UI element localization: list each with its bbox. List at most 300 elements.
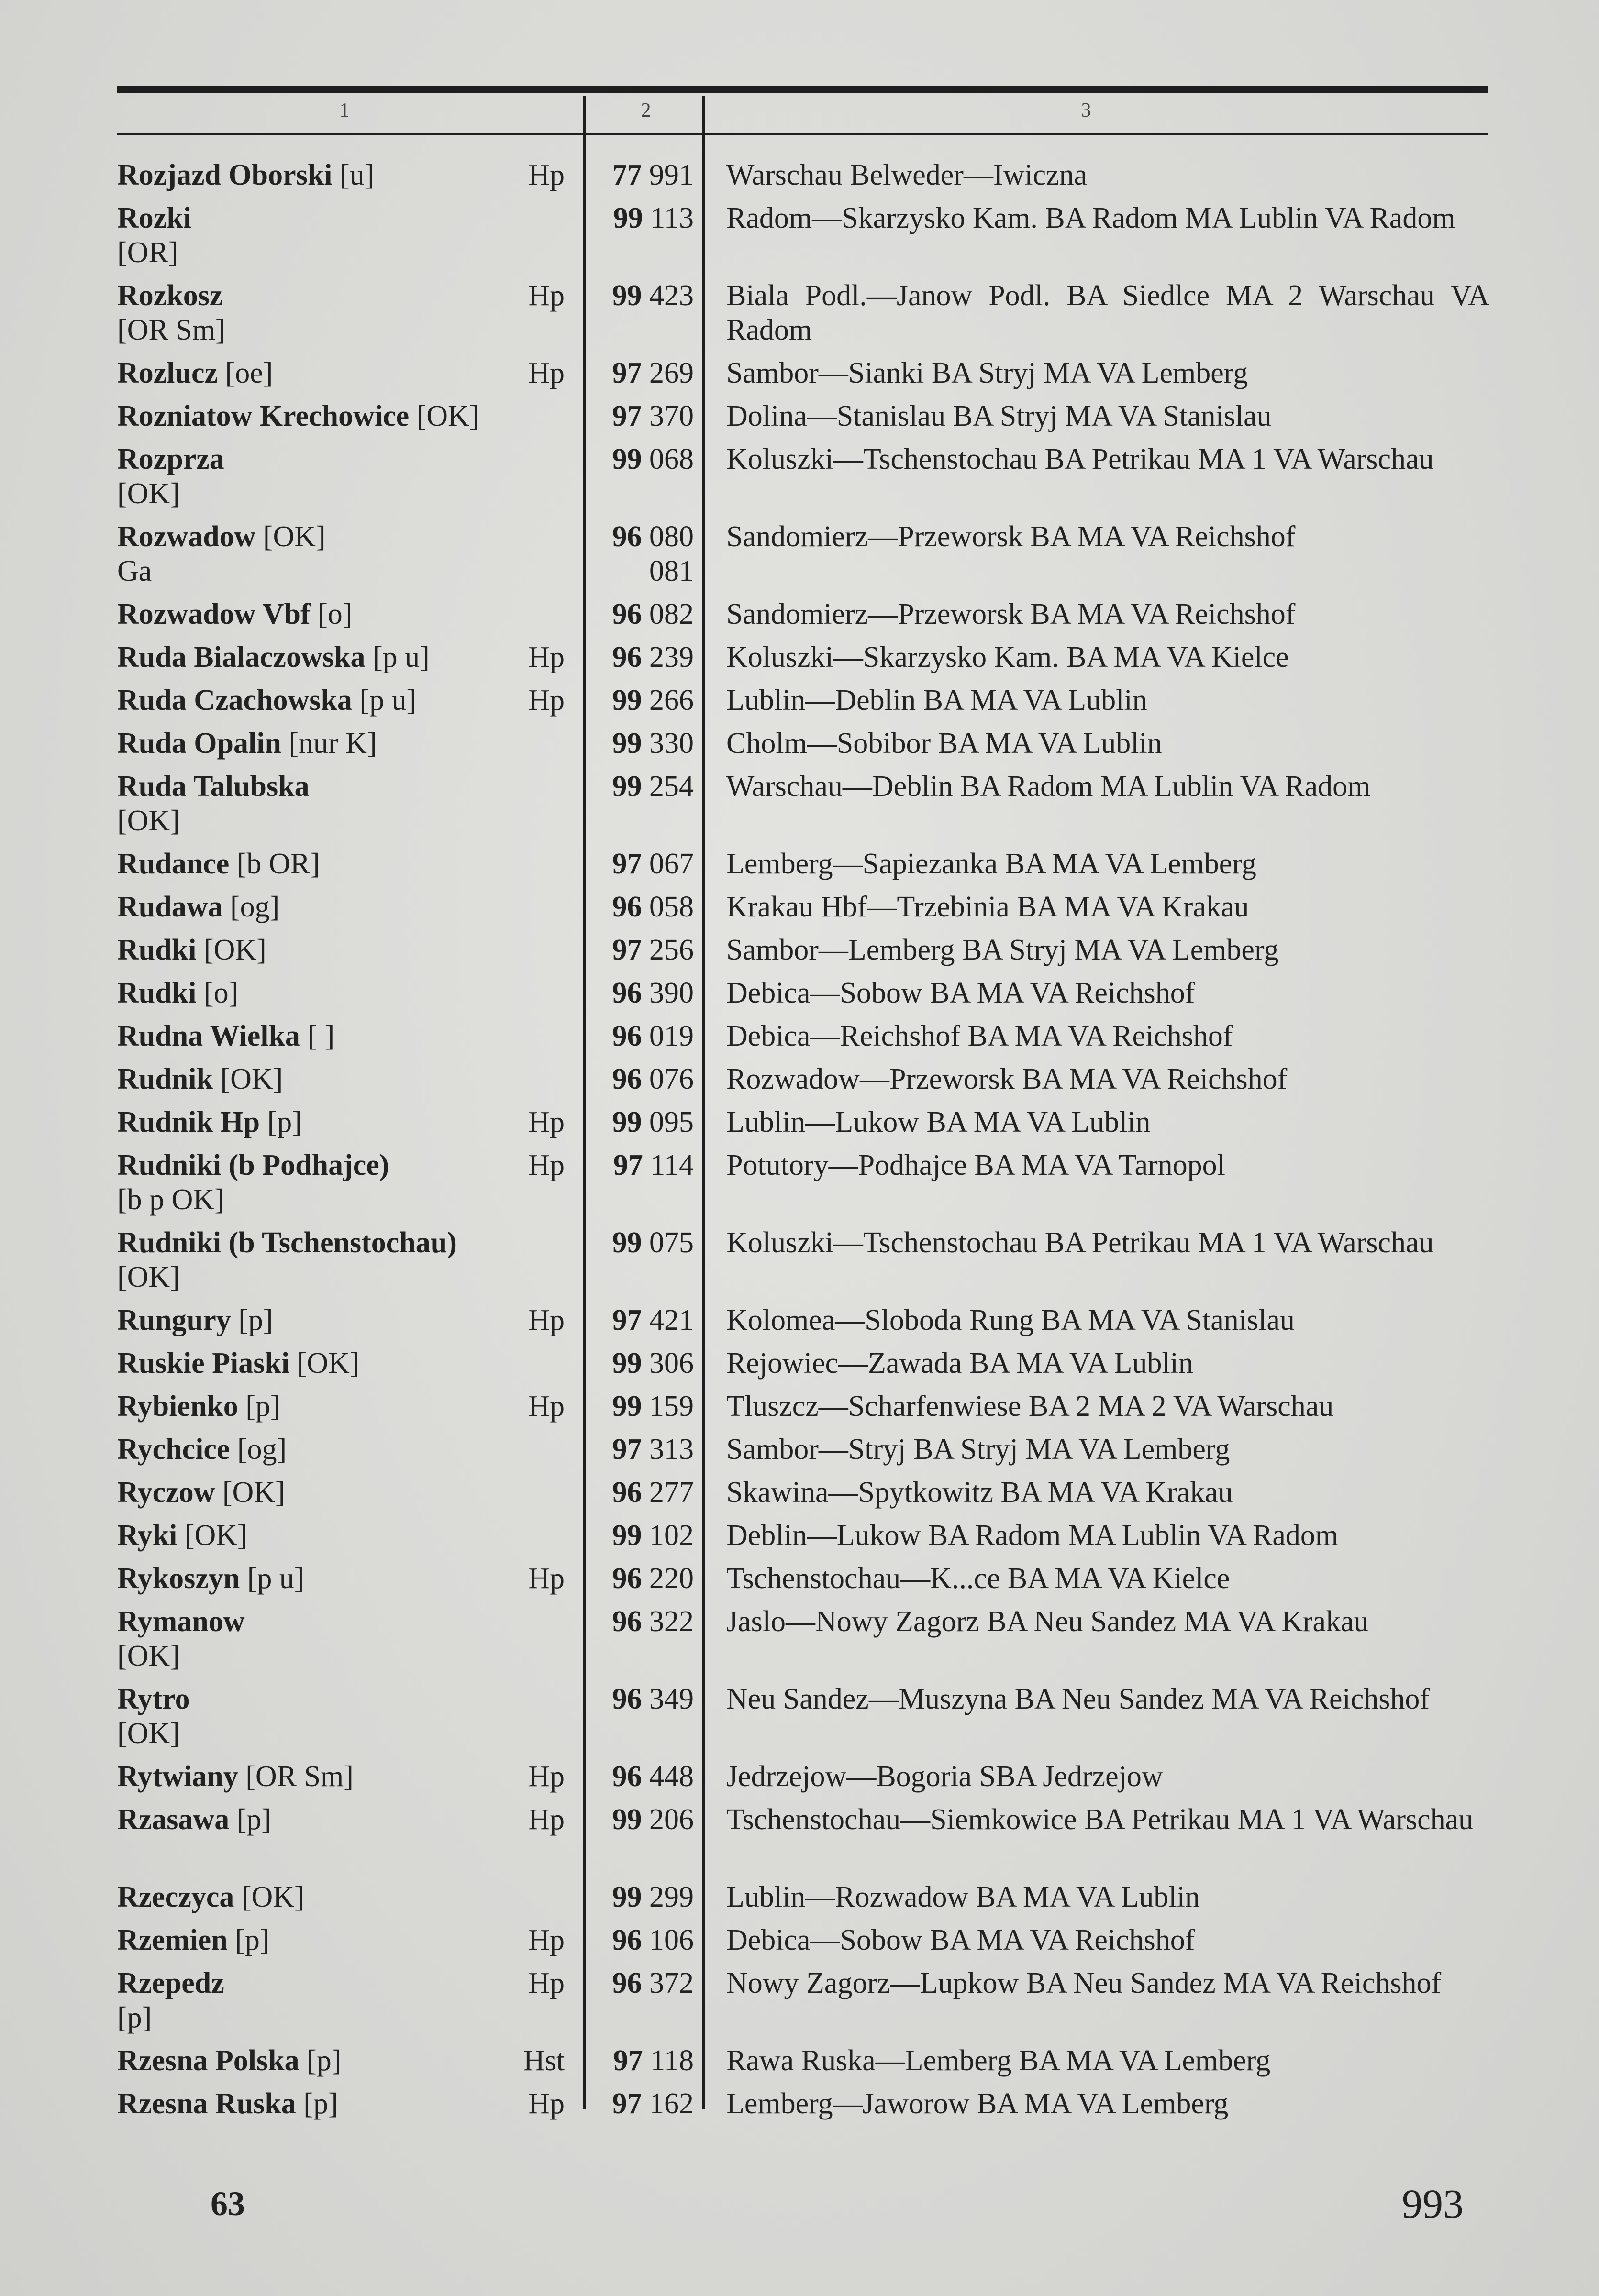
station-code-prefix: 96: [612, 1020, 642, 1052]
stop-type: Hp: [528, 641, 565, 673]
station-code-number: 372: [649, 1967, 694, 1999]
station-code-number: 266: [649, 684, 694, 717]
station-qualifier: [OR Sm]: [245, 1760, 354, 1793]
station-qualifier: [og]: [237, 1433, 287, 1466]
table-row: [0, 158, 1599, 201]
station-qualifier: [OK]: [203, 934, 266, 966]
station-code-prefix: 96: [612, 891, 642, 923]
station-name: Rudniki (b Tschenstochau): [117, 1226, 457, 1259]
station-code-prefix: 97: [612, 1304, 642, 1336]
route-description: Kolomea—Sloboda Rung BA MA VA Stanislau: [726, 1304, 1295, 1336]
station-name: Rzepedz: [117, 1967, 224, 1999]
table-row: [0, 847, 1599, 890]
station-code-number: 106: [649, 1924, 694, 1956]
station-qualifier: [p]: [117, 2001, 152, 2034]
station-name: Rzasawa: [117, 1803, 230, 1836]
header-rule: [117, 133, 1488, 135]
station-code-number: 019: [649, 1020, 694, 1052]
station-code: [598, 2086, 694, 2121]
route-description: Sambor—Stryj BA Stryj MA VA Lemberg: [726, 1433, 1230, 1466]
table-row: [0, 1062, 1599, 1105]
route-description: Sambor—Sianki BA Stryj MA VA Lemberg: [726, 357, 1248, 389]
station-name: Rozki: [117, 202, 191, 234]
station-qualifier: [p]: [236, 1803, 271, 1836]
station-code: [598, 640, 694, 674]
station-code-number: 277: [649, 1476, 694, 1509]
stop-type: Hp: [528, 279, 565, 312]
table-row: [0, 1966, 1599, 2043]
station-code: [598, 2043, 694, 2078]
station-code: [598, 976, 694, 1010]
station-qualifier: [o]: [203, 977, 239, 1009]
station-code-number: 076: [649, 1063, 694, 1095]
route-description: Debica—Sobow BA MA VA Reichshof: [726, 1924, 1195, 1956]
station-name: Rudki: [117, 934, 197, 966]
route-description: Rawa Ruska—Lemberg BA MA VA Lemberg: [726, 2044, 1271, 2077]
station-code: [598, 278, 694, 313]
route-description: Nowy Zagorz—Lupkow BA Neu Sandez MA VA Reichshof: [726, 1967, 1442, 1999]
station-code-prefix: 99: [613, 202, 643, 234]
stop-type: Hst: [523, 2044, 565, 2077]
station-name-cell: [117, 399, 538, 433]
station-code: [598, 1880, 694, 1914]
route-description: Jaslo—Nowy Zagorz BA Neu Sandez MA VA Krakau: [726, 1605, 1369, 1638]
route-description: Deblin—Lukow BA Radom MA Lublin VA Radom: [726, 1519, 1339, 1552]
station-name-cell: [117, 1923, 538, 1957]
station-table: [0, 158, 1599, 2130]
table-row: [0, 683, 1599, 726]
station-name-cell: [117, 1561, 538, 1596]
station-code: [598, 1303, 694, 1337]
station-qualifier: [p]: [303, 2087, 338, 2120]
station-code: [598, 1019, 694, 1053]
table-row: [0, 1561, 1599, 1604]
station-code-number: 299: [649, 1881, 694, 1913]
station-code-number: 991: [649, 159, 694, 191]
station-name-cell: [117, 1389, 538, 1424]
station-code-number: 313: [649, 1433, 694, 1466]
station-code: [598, 1062, 694, 1096]
route-description: Warschau—Deblin BA Radom MA Lublin VA Radom: [726, 770, 1371, 803]
station-code-prefix: 96: [612, 520, 642, 553]
station-qualifier: [OK]: [416, 400, 479, 432]
station-code-prefix: 77: [612, 159, 642, 191]
table-row: [0, 769, 1599, 847]
station-qualifier: [p]: [245, 1390, 280, 1423]
station-qualifier: [p u]: [372, 641, 430, 673]
station-code-prefix: 99: [612, 1519, 642, 1552]
station-name: Rudniki (b Podhajce): [117, 1149, 389, 1181]
station-name: Rozwadow Vbf: [117, 598, 311, 630]
station-name-cell: [117, 2086, 538, 2121]
table-row: [0, 1518, 1599, 1561]
table-row: [0, 356, 1599, 399]
stop-type: Hp: [528, 357, 565, 389]
station-code-number: 306: [649, 1347, 694, 1380]
station-name-cell: [117, 847, 538, 881]
station-code-number: 423: [649, 279, 694, 312]
station-code-prefix: 97: [612, 1433, 642, 1466]
station-name: Rudnik: [117, 1063, 213, 1095]
station-name-cell: [117, 1802, 538, 1837]
station-code: [598, 1682, 694, 1716]
station-code: [598, 597, 694, 631]
station-code-number: 114: [650, 1149, 694, 1181]
station-qualifier: [OK]: [222, 1476, 285, 1509]
station-code-prefix: 99: [612, 1347, 642, 1380]
stop-type: Hp: [528, 1924, 565, 1956]
station-code-prefix: 99: [612, 770, 642, 803]
route-description: Potutory—Podhajce BA MA VA Tarnopol: [726, 1149, 1225, 1181]
station-qualifier: [OK]: [241, 1881, 304, 1913]
station-code: [598, 847, 694, 881]
station-qualifier: [oe]: [225, 357, 273, 389]
station-qualifier: [OK]: [297, 1347, 360, 1380]
station-name-cell: [117, 1148, 538, 1217]
route-description: Krakau Hbf—Trzebinia BA MA VA Krakau: [726, 891, 1249, 923]
table-row: [0, 278, 1599, 356]
station-name-cell: [117, 2043, 538, 2078]
route-description: Lublin—Lukow BA MA VA Lublin: [726, 1106, 1151, 1138]
station-code-prefix: 96: [612, 1924, 642, 1956]
station-qualifier: [u]: [340, 159, 375, 191]
stop-type: Hp: [528, 1304, 565, 1336]
station-qualifier: [p]: [307, 2044, 342, 2077]
page-number-left: 63: [211, 2185, 245, 2223]
route-description: Sandomierz—Przeworsk BA MA VA Reichshof: [726, 598, 1296, 630]
station-qualifier: [OR Sm]: [117, 314, 225, 346]
station-code: [598, 442, 694, 476]
station-qualifier: [OK] Ga: [117, 520, 326, 587]
station-code: [598, 1389, 694, 1424]
station-name-cell: [117, 597, 538, 631]
route-description: Tschenstochau—K...ce BA MA VA Kielce: [726, 1562, 1230, 1595]
route-description: Dolina—Stanislau BA Stryj MA VA Stanislau: [726, 400, 1272, 432]
station-code-number: 421: [649, 1304, 694, 1336]
stop-type: Hp: [528, 684, 565, 717]
station-code: [598, 1475, 694, 1510]
route-description: Koluszki—Tschenstochau BA Petrikau MA 1 VA Warschau: [726, 1226, 1434, 1259]
station-code-number: 206: [649, 1803, 694, 1836]
route-description: Lemberg—Jaworow BA MA VA Lemberg: [726, 2087, 1229, 2120]
route-description: Lublin—Rozwadow BA MA VA Lublin: [726, 1881, 1200, 1913]
station-code-prefix: 97: [613, 1149, 643, 1181]
station-name: Ruda Bialaczowska: [117, 641, 366, 673]
station-code: [598, 933, 694, 967]
station-qualifier: [o]: [318, 598, 353, 630]
station-name: Rzesna Ruska: [117, 2087, 296, 2120]
station-name: Rozwadow: [117, 520, 256, 553]
station-code: [598, 519, 694, 588]
table-row: [0, 1475, 1599, 1518]
station-qualifier: [b p OK]: [117, 1183, 224, 1216]
station-name: Rudnik Hp: [117, 1106, 260, 1138]
top-rule: [117, 86, 1488, 93]
stop-type: Hp: [528, 1760, 565, 1793]
station-name-cell: [117, 726, 538, 761]
stop-type: Hp: [528, 159, 565, 191]
station-qualifier: [ ]: [307, 1020, 335, 1052]
station-name: Rytro: [117, 1683, 190, 1715]
table-row: [0, 933, 1599, 976]
station-code-prefix: 96: [612, 1967, 642, 1999]
station-code-prefix: 96: [612, 1562, 642, 1595]
station-qualifier: [p]: [267, 1106, 302, 1138]
route-description: Rejowiec—Zawada BA MA VA Lublin: [726, 1347, 1193, 1380]
station-name-cell: [117, 1682, 538, 1751]
table-row: [0, 1604, 1599, 1682]
station-code-prefix: 97: [612, 2087, 642, 2120]
table-row: [0, 1802, 1599, 1880]
station-qualifier: [OK]: [220, 1063, 283, 1095]
station-code-prefix: 99: [612, 1390, 642, 1423]
station-name-cell: [117, 1225, 596, 1294]
station-name-cell: [117, 1475, 538, 1510]
page-number-right: 993: [1402, 2181, 1464, 2227]
table-row: [0, 1759, 1599, 1802]
table-row: [0, 640, 1599, 683]
station-name-cell: [117, 640, 538, 674]
route-description: Lemberg—Sapiezanka BA MA VA Lemberg: [726, 848, 1256, 880]
station-name: Rozprza: [117, 443, 224, 475]
station-code-prefix: 96: [612, 1683, 642, 1715]
station-name-cell: [117, 201, 538, 270]
station-code: [598, 1148, 694, 1182]
table-row: [0, 1432, 1599, 1475]
table-row: [0, 890, 1599, 933]
station-name: Ryczow: [117, 1476, 215, 1509]
station-code: [598, 1518, 694, 1553]
stop-type: Hp: [528, 1803, 565, 1836]
route-description: Tschenstochau—Siemkowice BA Petrikau MA 1 VA Warschau: [726, 1803, 1474, 1836]
station-name-cell: [117, 1604, 538, 1673]
table-row: [0, 1923, 1599, 1966]
table-row: [0, 2086, 1599, 2130]
station-code: [598, 683, 694, 718]
stop-type: Hp: [528, 1106, 565, 1138]
station-name: Rudki: [117, 977, 197, 1009]
station-name-cell: [117, 1880, 538, 1914]
station-code-prefix: 96: [612, 1760, 642, 1793]
station-code: [598, 356, 694, 390]
station-code-number: 349: [649, 1683, 694, 1715]
route-description: Lublin—Deblin BA MA VA Lublin: [726, 684, 1147, 717]
station-qualifier: [p]: [235, 1924, 270, 1956]
station-code-prefix: 97: [612, 357, 642, 389]
stop-type: Hp: [528, 1562, 565, 1595]
station-name: Rytwiany: [117, 1760, 238, 1793]
route-description: Cholm—Sobibor BA MA VA Lublin: [726, 727, 1162, 760]
route-description: Skawina—Spytkowitz BA MA VA Krakau: [726, 1476, 1233, 1509]
station-name-cell: [117, 683, 538, 718]
station-code-prefix: 97: [613, 2044, 643, 2077]
station-name: Rzeczyca: [117, 1881, 234, 1913]
column-header-3: 3: [1081, 99, 1091, 121]
station-code-number: 095: [649, 1106, 694, 1138]
station-qualifier: [og]: [230, 891, 280, 923]
table-row: [0, 976, 1599, 1019]
route-description: Jedrzejow—Bogoria SBA Jedrzejow: [726, 1760, 1163, 1793]
route-description: Koluszki—Tschenstochau BA Petrikau MA 1 VA Warschau: [726, 443, 1434, 475]
station-name: Rybienko: [117, 1390, 238, 1423]
table-row: [0, 399, 1599, 442]
table-row: [0, 597, 1599, 640]
route-description: Koluszki—Skarzysko Kam. BA MA VA Kielce: [726, 641, 1289, 673]
station-code-prefix: 99: [612, 279, 642, 312]
table-row: [0, 1019, 1599, 1062]
route-description: Debica—Sobow BA MA VA Reichshof: [726, 977, 1195, 1009]
station-code: [598, 1105, 694, 1139]
station-code: [598, 1432, 694, 1467]
station-code-number: 322: [649, 1605, 694, 1638]
station-name: Rudawa: [117, 891, 223, 923]
station-code-number: 256: [649, 934, 694, 966]
station-code: [598, 1561, 694, 1596]
column-header-1: 1: [339, 99, 350, 121]
station-name: Rzemien: [117, 1924, 228, 1956]
table-row: [0, 1682, 1599, 1759]
table-row: [0, 1389, 1599, 1432]
table-row: [0, 2043, 1599, 2086]
station-name-cell: [117, 158, 538, 192]
stop-type: Hp: [528, 1390, 565, 1423]
station-code-number: 113: [650, 202, 694, 234]
station-name: Rozjazd Oborski: [117, 159, 333, 191]
station-name: Rozlucz: [117, 357, 218, 389]
station-name-cell: [117, 1303, 538, 1337]
route-description: Sambor—Lemberg BA Stryj MA VA Lemberg: [726, 934, 1279, 966]
station-name-cell: [117, 933, 538, 967]
station-name: Ruda Talubska: [117, 770, 310, 803]
route-description: Tluszcz—Scharfenwiese BA 2 MA 2 VA Warschau: [726, 1390, 1334, 1423]
station-name: Rykoszyn: [117, 1562, 240, 1595]
station-code-number: 067: [649, 848, 694, 880]
station-code-number: 068: [649, 443, 694, 475]
station-name-cell: [117, 519, 538, 588]
station-code: [598, 1759, 694, 1794]
station-name-cell: [117, 769, 538, 838]
table-row: [0, 519, 1599, 597]
station-name: Rychcice: [117, 1433, 230, 1466]
station-code-number: 162: [649, 2087, 694, 2120]
table-row: [0, 1225, 1599, 1303]
station-name: Rozniatow Krechowice: [117, 400, 410, 432]
stop-type: Hp: [528, 1149, 565, 1181]
station-code-prefix: 96: [612, 977, 642, 1009]
table-row: [0, 1880, 1599, 1923]
station-name-cell: [117, 976, 538, 1010]
station-code: [598, 1604, 694, 1639]
station-code: [598, 726, 694, 761]
station-qualifier: [p u]: [247, 1562, 304, 1595]
station-code-prefix: 96: [612, 641, 642, 673]
station-code-number: 239: [649, 641, 694, 673]
station-qualifier: [OK]: [117, 1261, 180, 1293]
column-header-2: 2: [641, 99, 651, 121]
station-code-prefix: 99: [612, 1881, 642, 1913]
station-qualifier: [OK]: [117, 805, 180, 837]
station-code-prefix: 99: [612, 1803, 642, 1836]
table-row: [0, 1105, 1599, 1148]
stop-type: Hp: [528, 1967, 565, 1999]
station-name: Rudance: [117, 848, 230, 880]
station-code-prefix: 96: [612, 1605, 642, 1638]
table-row: [0, 1346, 1599, 1389]
station-code-prefix: 99: [612, 443, 642, 475]
station-name-cell: [117, 1518, 538, 1553]
station-code-prefix: 99: [612, 1226, 642, 1259]
station-qualifier: [p u]: [359, 684, 417, 717]
station-name: Ryki: [117, 1519, 178, 1552]
station-name-cell: [117, 1966, 538, 2035]
station-code: [598, 769, 694, 804]
station-qualifier: [nur K]: [289, 727, 377, 760]
station-code: [598, 158, 694, 192]
station-code-number: 058: [649, 891, 694, 923]
station-code-number: 390: [649, 977, 694, 1009]
table-row: [0, 1303, 1599, 1346]
station-code: [598, 1802, 694, 1837]
station-code-number: 082: [649, 598, 694, 630]
station-name-cell: [117, 278, 538, 347]
station-code: [598, 1225, 694, 1260]
station-code: [598, 1923, 694, 1957]
station-name-cell: [117, 356, 538, 390]
route-description: Neu Sandez—Muszyna BA Neu Sandez MA VA Reichshof: [726, 1683, 1430, 1715]
station-code-prefix: 96: [612, 598, 642, 630]
route-description: Debica—Reichshof BA MA VA Reichshof: [726, 1020, 1233, 1052]
table-row: [0, 1148, 1599, 1225]
station-name: Ruda Opalin: [117, 727, 281, 760]
station-code-prefix: 99: [612, 684, 642, 717]
station-code-prefix: 97: [612, 400, 642, 432]
station-code-number: 102: [649, 1519, 694, 1552]
table-row: [0, 726, 1599, 769]
station-name-cell: [117, 1062, 538, 1096]
station-name-cell: [117, 890, 538, 924]
station-code-number: 159: [649, 1390, 694, 1423]
station-name: Rzesna Polska: [117, 2044, 300, 2077]
station-qualifier: [OK]: [117, 477, 180, 510]
station-code-prefix: 96: [612, 1476, 642, 1509]
station-name-cell: [117, 1105, 538, 1139]
station-qualifier: [OK]: [117, 1640, 180, 1672]
route-description: Rozwadow—Przeworsk BA MA VA Reichshof: [726, 1063, 1288, 1095]
station-code: [598, 399, 694, 433]
route-description: Warschau Belweder—Iwiczna: [726, 159, 1088, 191]
station-code-number: 075: [649, 1226, 694, 1259]
station-code-prefix: 97: [612, 848, 642, 880]
station-code-number: 080 081: [649, 520, 694, 587]
station-code-number: 254: [649, 770, 694, 803]
station-code-number: 330: [649, 727, 694, 760]
station-name: Ruda Czachowska: [117, 684, 352, 717]
station-name-cell: [117, 1759, 538, 1794]
station-code-prefix: 96: [612, 1063, 642, 1095]
station-qualifier: [OK]: [184, 1519, 247, 1552]
station-qualifier: [OR]: [117, 236, 178, 269]
route-description: Sandomierz—Przeworsk BA MA VA Reichshof: [726, 520, 1296, 553]
station-name: Rungury: [117, 1304, 231, 1336]
route-description: Biala Podl.—Janow Podl. BA Siedlce MA 2 Warschau VA Radom: [726, 279, 1489, 346]
station-name: Rudna Wielka: [117, 1020, 300, 1052]
station-qualifier: [b OR]: [236, 848, 320, 880]
table-row: [0, 442, 1599, 519]
station-code-number: 118: [650, 2044, 694, 2077]
station-name-cell: [117, 442, 538, 511]
station-name: Rozkosz: [117, 279, 223, 312]
station-code-number: 269: [649, 357, 694, 389]
